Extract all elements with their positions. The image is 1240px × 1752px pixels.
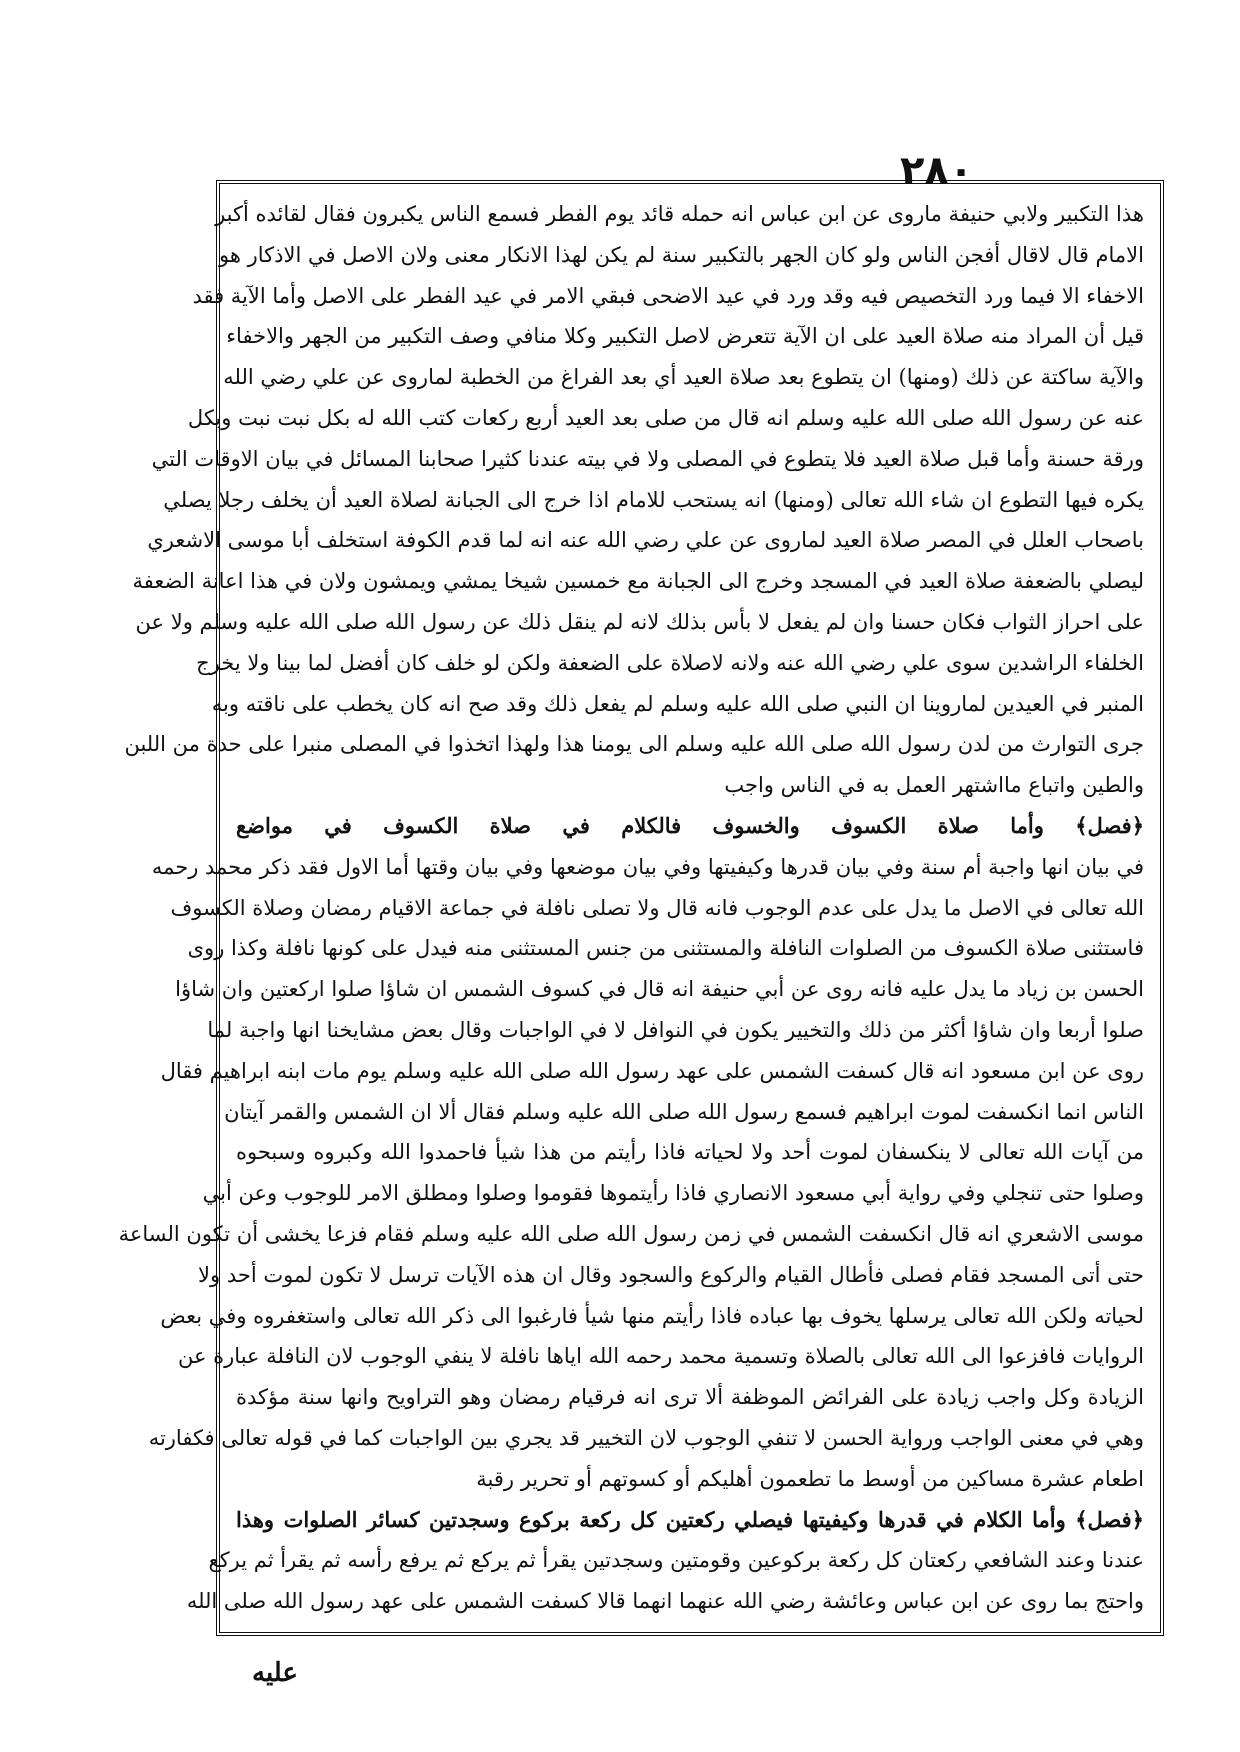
- text-line: وهي في معنى الواجب ورواية الحسن لا تنفي الوجوب لان التخيير قد يجري بين الواجبات كما في قوله تعالى فكفارته: [148, 1425, 1144, 1450]
- text-line: الروايات فافزعوا الى الله تعالى بالصلاة وتسمية محمد رحمه الله اياها نافلة لا ينفي الوجوب لان النافلة عبارة عن: [177, 1344, 1144, 1369]
- text-line: لحياته ولكن الله تعالى يرسلها يخوف بها عباده فاذا رأيتم منها شيأ فارغبوا الى ذكر الله تعالى واستغفروه وفي بعض: [160, 1303, 1144, 1328]
- text-line: ورقة حسنة وأما قبل صلاة العيد فلا يتطوع في المصلى ولا في بيته عندنا كثيرا صحابنا المسائل في بيان الاوقات التي: [151, 446, 1144, 471]
- text-line: الحسن بن زياد ما يدل عليه فانه روى عن أبي حنيفة انه قال في كسوف الشمس ان شاؤا صلوا اركعتين وان شاؤا: [175, 977, 1144, 1002]
- text-line: الزيادة وكل واجب زيادة على الفرائض الموظفة ألا ترى انه فرقيام رمضان وهو التراويح وانها سنة مؤكدة: [236, 1385, 1144, 1410]
- text-line: ﴿فصل﴾ وأما صلاة الكسوف والخسوف فالكلام في صلاة الكسوف في مواضع: [236, 812, 1144, 838]
- text-line: قيل أن المراد منه صلاة العيد على ان الآية تتعرض لاصل التكبير وكلا منافي وصف التكبير من الجهر والاخفاء: [226, 324, 1144, 349]
- text-line: عنه عن رسول الله صلى الله عليه وسلم انه قال من صلى بعد العيد أربع ركعات كتب الله له بكل نبت نبت وبكل: [187, 405, 1144, 430]
- text-line: والطين واتباع مااشتهر العمل به في الناس واجب: [724, 773, 1144, 798]
- text-line: والآية ساكتة عن ذلك (ومنها) ان يتطوع بعد صلاة العيد أي بعد الفراغ من الخطبة لماروى عن علي رضي الله: [223, 365, 1144, 390]
- text-line: يكره فيها التطوع ان شاء الله تعالى (ومنها) انه يستحب للامام اذا خرج الى الجبانة لصلاة العيد أن يخلف رجلا يصلي: [163, 487, 1144, 512]
- text-line: اطعام عشرة مساكين من أوسط ما تطعمون أهليكم أو كسوتهم أو تحرير رقبة: [476, 1466, 1144, 1491]
- text-line: الامام قال لاقال أفجن الناس ولو كان الجهر بالتكبير سنة لم يكن لهذا الانكار معنى ولان الاصل في الاذكار هو: [219, 242, 1144, 267]
- text-line: فاستثنى صلاة الكسوف من الصلوات النافلة والمستثنى من جنس المستثنى منه فيدل على كونها نافلة وكذا روى: [187, 936, 1144, 961]
- text-line: موسى الاشعري انه قال انكسفت الشمس في زمن رسول الله صلى الله عليه وسلم فقام فزعا يخشى أن تكون الساعة: [118, 1221, 1144, 1246]
- text-line: هذا التكبير ولابي حنيفة ماروى عن ابن عباس انه حمله قائد يوم الفطر فسمع الناس يكبرون فقال لقائده أكبر: [215, 202, 1144, 226]
- text-line: وصلوا حتى تنجلي وفي رواية أبي مسعود الانصاري فاذا رأيتموها فقوموا وصلوا ومطلق الامر للوجوب وعن أبي: [202, 1181, 1144, 1206]
- catchword: عليه: [252, 1658, 298, 1688]
- text-line: المنبر في العيدين لماروينا ان النبي صلى الله عليه وسلم لم يفعل ذلك وقد صح انه كان يخطب على ناقته وبه: [211, 691, 1144, 716]
- text-frame: [118, 180, 1164, 1636]
- body-text: [118, 194, 1144, 1622]
- text-line: الاخفاء الا فيما ورد التخصيص فيه وقد ورد في عيد الاضحى فبقي الامر في عيد الفطر على الاصل وأما الآية فقد: [192, 283, 1144, 308]
- text-line: واحتج بما روى عن ابن عباس وعائشة رضي الله عنهما انهما قالا كسفت الشمس على عهد رسول الله صلى الله: [186, 1589, 1144, 1614]
- text-line: جرى التوارث من لدن رسول الله صلى الله عليه وسلم الى يومنا هذا ولهذا اتخذوا في المصلى منبرا على حدة من اللبن: [124, 732, 1144, 757]
- text-line: الناس انما انكسفت لموت ابراهيم فسمع رسول الله صلى الله عليه وسلم فقال ألا ان الشمس والقمر آيتان: [224, 1099, 1144, 1124]
- text-line: ﴿فصل﴾ وأما الكلام في قدرها وكيفيتها فيصلي ركعتين كل ركعة بركوع وسجدتين كسائر الصلوات وهذا: [236, 1506, 1144, 1532]
- text-line: صلوا أربعا وان شاؤا أكثر من ذلك والتخيير يكون في النوافل لا في الواجبات وقال بعض مشايخنا انها واجبة لما: [207, 1017, 1144, 1042]
- text-line: في بيان انها واجبة أم سنة وفي بيان قدرها وكيفيتها وفي بيان موضعها وفي بيان وقتها أما الاول فقد ذكر محمد رحمه: [151, 854, 1144, 879]
- text-line: عندنا وعند الشافعي ركعتان كل ركعة بركوعين وقومتين وسجدتين يقرأ ثم يركع ثم يرفع رأسه ثم يقرأ ثم يركع: [208, 1548, 1144, 1573]
- text-line: على احراز الثواب فكان حسنا وان لم يفعل لا بأس بذلك لانه لم ينقل ذلك عن رسول الله صلى الله عليه وسلم ولا عن: [135, 609, 1144, 634]
- text-line: حتى أتى المسجد فقام فصلى فأطال القيام والركوع والسجود وقال ان هذه الآيات ترسل لا تكون لموت أحد ولا: [198, 1262, 1144, 1287]
- page-number: ٢٨٠: [900, 148, 974, 194]
- text-line: باصحاب العلل في المصر صلاة العيد لماروى عن علي رضي الله عنه انه لما قدم الكوفة استخلف أبا موسى الاشعري: [147, 528, 1144, 553]
- text-line: الله تعالى في الاصل ما يدل على عدم الوجوب فانه قال ولا تصلى نافلة في جماعة الاقيام رمضان وصلاة الكسوف: [170, 895, 1144, 920]
- text-line: ليصلي بالضعفة صلاة العيد في المسجد وخرج الى الجبانة مع خمسين شيخا يمشي ويمشون ولان في هذا اعانة الضعفة: [132, 569, 1144, 594]
- text-line: الخلفاء الراشدين سوى علي رضي الله عنه ولانه لاصلاة على الضعفة ولكن لو خلف كان أفضل لما بينا ولا يخرج: [196, 650, 1144, 675]
- text-line: روى عن ابن مسعود انه قال كسفت الشمس على عهد رسول الله صلى الله عليه وسلم يوم مات ابنه ابراهيم فقال: [160, 1058, 1144, 1083]
- text-line: من آيات الله تعالى لا ينكسفان لموت أحد ولا لحياته فاذا رأيتم من هذا شيأ فاحمدوا الله وكبروه وسبحوه: [236, 1140, 1144, 1165]
